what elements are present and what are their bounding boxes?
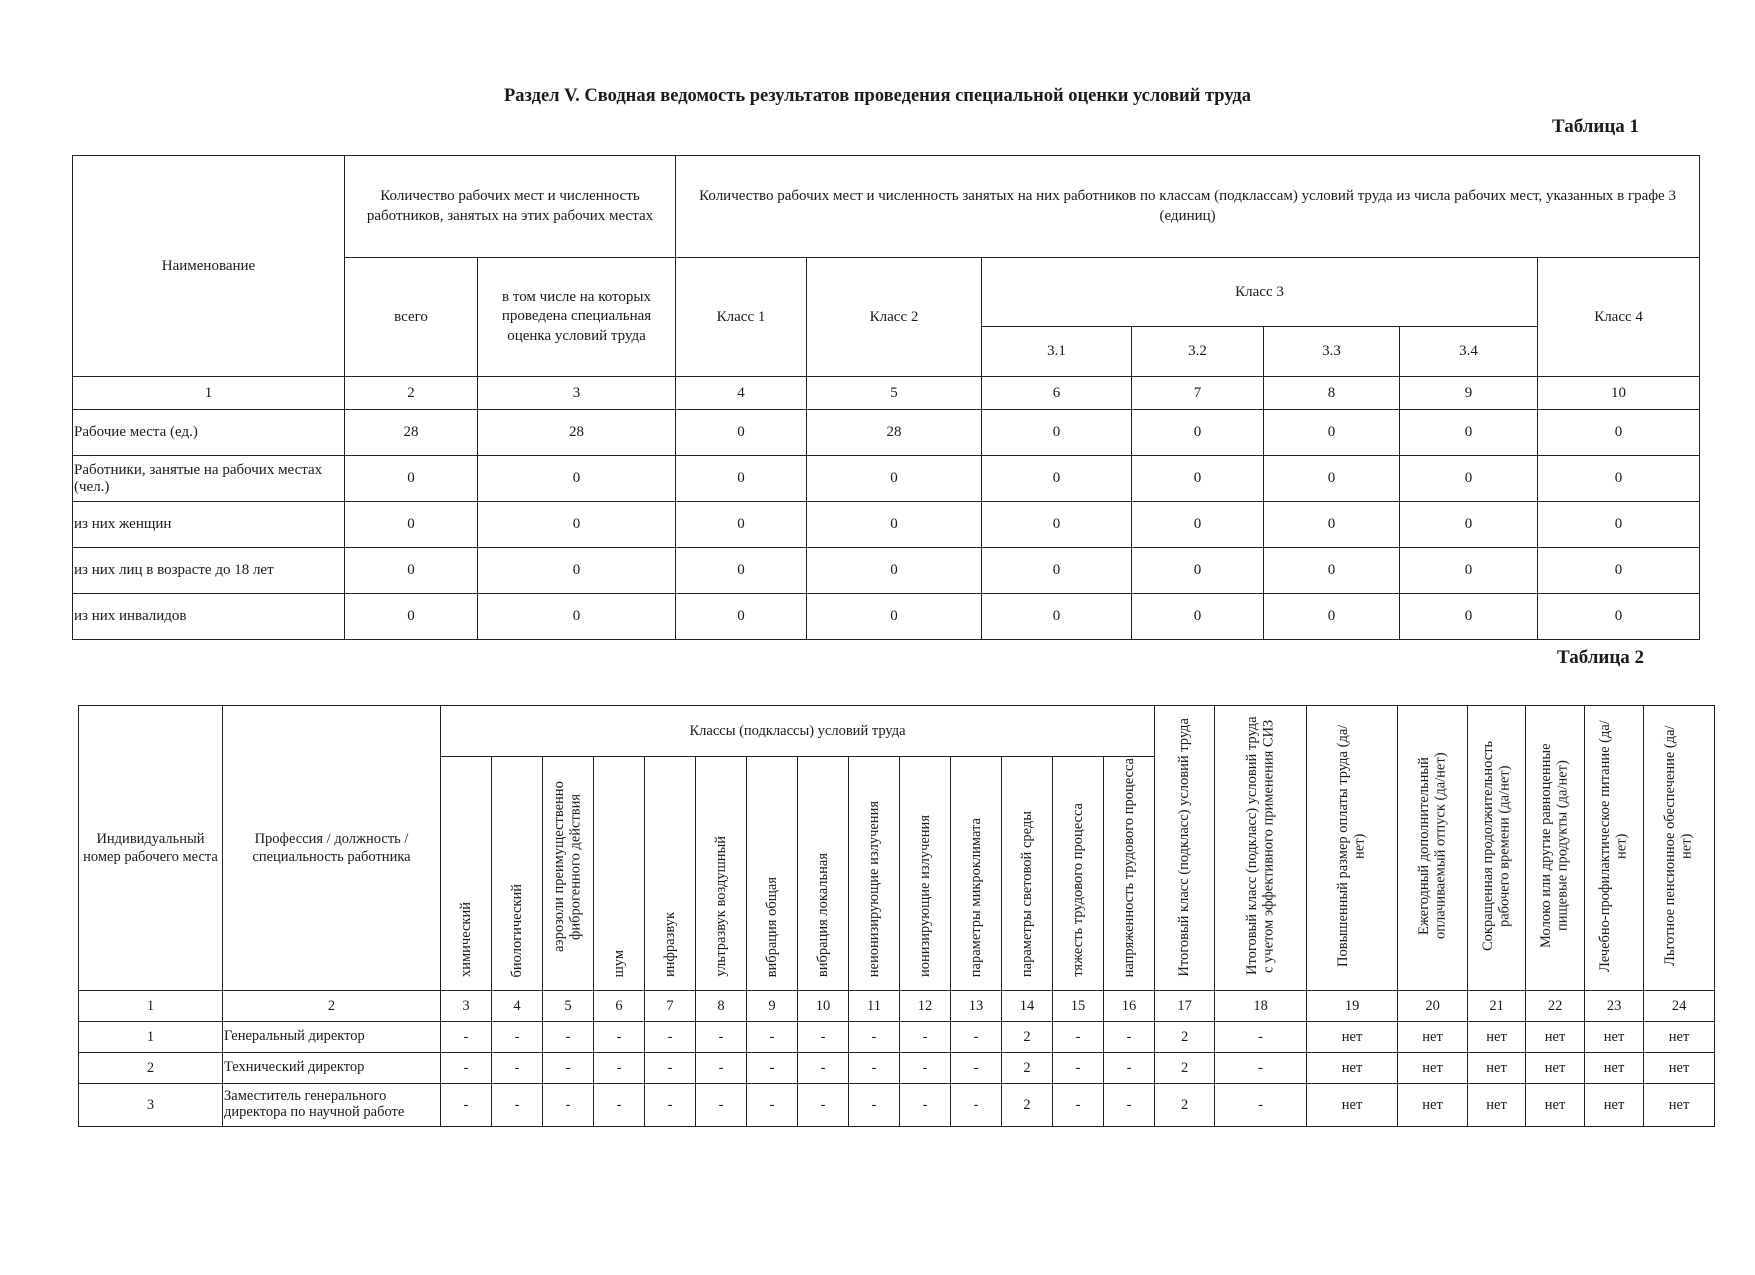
- table-cell: 2: [1002, 1022, 1053, 1053]
- table-cell: 0: [1538, 502, 1700, 548]
- column-number: 24: [1644, 991, 1715, 1022]
- table-cell: -: [951, 1022, 1002, 1053]
- all-header: всего: [345, 258, 478, 377]
- table-cell: 0: [807, 456, 982, 502]
- row-label: из них лиц в возрасте до 18 лет: [73, 548, 345, 594]
- factor-label: химический: [457, 901, 474, 977]
- factor-col-header: [951, 757, 1002, 991]
- table-cell: -: [1215, 1084, 1307, 1127]
- column-number: 19: [1307, 991, 1398, 1022]
- table-cell: 0: [345, 456, 478, 502]
- column-number: 16: [1104, 991, 1155, 1022]
- table-cell: -: [900, 1084, 951, 1127]
- table-cell: 0: [676, 410, 807, 456]
- column-number: 1: [73, 377, 345, 410]
- assessed-header: в том числе на которых проведена специальная оценка условий труда: [478, 258, 676, 377]
- extra-col-header: [1468, 706, 1526, 991]
- column-number: 5: [543, 991, 594, 1022]
- column-number: 14: [1002, 991, 1053, 1022]
- extra-col-label: Льготное пенсионное обеспечение (да/нет): [1662, 725, 1696, 967]
- group2-header: Количество рабочих мест и численность занятых на них работников по классам (подклассам) условий труда из числа рабочих мест, указанных в графе 3 (единиц): [676, 156, 1700, 258]
- table-cell: 0: [1264, 548, 1400, 594]
- factor-col-header: [1002, 757, 1053, 991]
- table-cell: 2: [1002, 1053, 1053, 1084]
- table-cell: 0: [1264, 594, 1400, 640]
- table-cell: нет: [1398, 1053, 1468, 1084]
- table-cell: 0: [982, 502, 1132, 548]
- table-cell: нет: [1307, 1022, 1398, 1053]
- column-number: 4: [492, 991, 543, 1022]
- table-cell: 0: [1400, 410, 1538, 456]
- table-cell: -: [747, 1084, 798, 1127]
- table-cell: нет: [1307, 1084, 1398, 1127]
- table-cell: 28: [478, 410, 676, 456]
- table-cell: -: [441, 1022, 492, 1053]
- column-number: 22: [1526, 991, 1585, 1022]
- table-cell: -: [1215, 1022, 1307, 1053]
- extra-col-header: [1585, 706, 1644, 991]
- table-cell: 0: [982, 548, 1132, 594]
- column-number: 17: [1155, 991, 1215, 1022]
- table-cell: 0: [478, 594, 676, 640]
- extra-col-label: Повышенный размер оплаты труда (да/нет): [1335, 724, 1369, 968]
- factor-col-header: [543, 757, 594, 991]
- subclass-header: 3.4: [1400, 327, 1538, 377]
- profession-name: Генеральный директор: [223, 1022, 441, 1053]
- table-cell: нет: [1526, 1084, 1585, 1127]
- factor-label: вибрация локальная: [814, 852, 831, 977]
- col-prof-header: Профессия / должность / специальность работника: [223, 706, 441, 991]
- table-cell: -: [543, 1053, 594, 1084]
- column-number: 7: [645, 991, 696, 1022]
- table-cell: -: [543, 1022, 594, 1053]
- table-cell: 0: [807, 594, 982, 640]
- table-cell: -: [1104, 1084, 1155, 1127]
- factor-label: неионизирующие излучения: [865, 800, 882, 977]
- column-number: 3: [441, 991, 492, 1022]
- table-cell: -: [951, 1084, 1002, 1127]
- column-number: 3: [478, 377, 676, 410]
- table-cell: 0: [478, 502, 676, 548]
- extra-col-label: Итоговый класс (подкласс) условий труда с учетом эффективного применения СИЗ: [1243, 716, 1277, 976]
- extra-col-label: Лечебно-профилактическое питание (да/нет): [1597, 720, 1631, 972]
- factor-label: параметры световой среды: [1018, 810, 1035, 977]
- table-cell: 2: [1155, 1084, 1215, 1127]
- table-cell: 0: [345, 502, 478, 548]
- table-cell: -: [441, 1053, 492, 1084]
- table-cell: -: [696, 1084, 747, 1127]
- table-cell: 2: [1002, 1084, 1053, 1127]
- column-number: 20: [1398, 991, 1468, 1022]
- table-cell: 0: [1132, 548, 1264, 594]
- table-cell: нет: [1526, 1053, 1585, 1084]
- table-cell: -: [492, 1084, 543, 1127]
- table-cell: -: [798, 1022, 849, 1053]
- profession-name: Технический директор: [223, 1053, 441, 1084]
- workplace-number: 3: [79, 1084, 223, 1127]
- table-cell: 0: [1400, 548, 1538, 594]
- extra-col-header: [1215, 706, 1307, 991]
- table-cell: 0: [1400, 594, 1538, 640]
- table-cell: -: [696, 1053, 747, 1084]
- column-number: 7: [1132, 377, 1264, 410]
- summary-table-1: [72, 155, 1700, 640]
- factor-col-header: [798, 757, 849, 991]
- table-cell: -: [1104, 1022, 1155, 1053]
- column-number: 15: [1053, 991, 1104, 1022]
- factor-label: инфразвук: [661, 912, 678, 977]
- table-row: [73, 456, 1700, 502]
- table-cell: 0: [1264, 502, 1400, 548]
- table-cell: нет: [1468, 1053, 1526, 1084]
- table-cell: -: [951, 1053, 1002, 1084]
- table-cell: 0: [676, 502, 807, 548]
- table-cell: -: [747, 1022, 798, 1053]
- table-cell: 0: [676, 548, 807, 594]
- table-row: [73, 594, 1700, 640]
- column-number: 11: [849, 991, 900, 1022]
- table-cell: -: [594, 1022, 645, 1053]
- subclass-header: 3.1: [982, 327, 1132, 377]
- table-cell: -: [645, 1084, 696, 1127]
- table-cell: -: [594, 1084, 645, 1127]
- table-cell: 0: [807, 502, 982, 548]
- table-cell: нет: [1644, 1053, 1715, 1084]
- table-cell: 0: [478, 548, 676, 594]
- table-cell: 0: [1400, 456, 1538, 502]
- col-name-header: Наименование: [73, 156, 345, 377]
- table-cell: 2: [1155, 1022, 1215, 1053]
- table-row: [79, 1022, 1715, 1053]
- extra-col-header: [1155, 706, 1215, 991]
- extra-col-header: [1398, 706, 1468, 991]
- table-cell: 0: [1264, 456, 1400, 502]
- column-number: 23: [1585, 991, 1644, 1022]
- table-cell: 0: [478, 456, 676, 502]
- factor-col-header: [492, 757, 543, 991]
- table-cell: -: [900, 1022, 951, 1053]
- table-row: [73, 548, 1700, 594]
- table-cell: нет: [1398, 1022, 1468, 1053]
- table-cell: 0: [676, 456, 807, 502]
- row-label: из них инвалидов: [73, 594, 345, 640]
- table-cell: 0: [1132, 410, 1264, 456]
- column-number: 5: [807, 377, 982, 410]
- table-cell: 0: [345, 548, 478, 594]
- table-cell: -: [849, 1022, 900, 1053]
- column-number: 13: [951, 991, 1002, 1022]
- table-cell: 0: [1132, 594, 1264, 640]
- table-cell: 0: [807, 548, 982, 594]
- table-cell: -: [441, 1084, 492, 1127]
- factor-col-header: [849, 757, 900, 991]
- classes-header: Классы (подклассы) условий труда: [441, 706, 1155, 757]
- table-cell: 0: [982, 410, 1132, 456]
- column-number: 18: [1215, 991, 1307, 1022]
- factor-col-header: [645, 757, 696, 991]
- factor-col-header: [594, 757, 645, 991]
- table-row: [79, 1053, 1715, 1084]
- extra-col-header: [1307, 706, 1398, 991]
- workplace-number: 2: [79, 1053, 223, 1084]
- subclass-header: 3.3: [1264, 327, 1400, 377]
- column-numbers-row: [79, 991, 1715, 1022]
- table-cell: -: [798, 1084, 849, 1127]
- table-cell: -: [696, 1022, 747, 1053]
- table-cell: -: [1215, 1053, 1307, 1084]
- column-number: 8: [1264, 377, 1400, 410]
- table2-label: Таблица 2: [1557, 647, 1645, 668]
- table-cell: -: [492, 1053, 543, 1084]
- class2-header: Класс 2: [807, 258, 982, 377]
- table-cell: 0: [676, 594, 807, 640]
- table-cell: нет: [1585, 1022, 1644, 1053]
- group1-header: Количество рабочих мест и численность работников, занятых на этих рабочих местах: [345, 156, 676, 258]
- profession-name: Заместитель генерального директора по научной работе: [223, 1084, 441, 1127]
- table-row: [79, 1084, 1715, 1127]
- factor-label: ионизирующие излучения: [916, 814, 933, 977]
- table-cell: -: [645, 1022, 696, 1053]
- table-cell: -: [543, 1084, 594, 1127]
- summary-table-2: [78, 705, 1715, 1127]
- extra-col-header: [1526, 706, 1585, 991]
- column-number: 4: [676, 377, 807, 410]
- column-numbers-row: [73, 377, 1700, 410]
- factor-col-header: [1104, 757, 1155, 991]
- column-number: 8: [696, 991, 747, 1022]
- page-title: Раздел V. Сводная ведомость результатов проведения специальной оценки условий труда: [503, 86, 1252, 106]
- class4-header: Класс 4: [1538, 258, 1700, 377]
- row-label: из них женщин: [73, 502, 345, 548]
- table-cell: 0: [1538, 548, 1700, 594]
- column-number: 6: [982, 377, 1132, 410]
- table-cell: -: [849, 1053, 900, 1084]
- table-cell: нет: [1398, 1084, 1468, 1127]
- row-label: Рабочие места (ед.): [73, 410, 345, 456]
- table-cell: нет: [1468, 1084, 1526, 1127]
- factor-col-header: [1053, 757, 1104, 991]
- workplace-number: 1: [79, 1022, 223, 1053]
- table-row: [73, 502, 1700, 548]
- table-cell: 28: [807, 410, 982, 456]
- table-cell: нет: [1585, 1084, 1644, 1127]
- column-number: 10: [798, 991, 849, 1022]
- table-cell: нет: [1644, 1084, 1715, 1127]
- table-cell: нет: [1307, 1053, 1398, 1084]
- column-number: 2: [345, 377, 478, 410]
- table-cell: 0: [1264, 410, 1400, 456]
- table-cell: 0: [1400, 502, 1538, 548]
- factor-label: ультразвук воздушный: [712, 836, 729, 977]
- column-number: 12: [900, 991, 951, 1022]
- factor-label: вибрация общая: [763, 876, 780, 977]
- factor-label: параметры микроклимата: [967, 817, 984, 977]
- table-cell: -: [1053, 1084, 1104, 1127]
- factor-label: биологический: [508, 883, 525, 977]
- extra-col-label: Молоко или другие равноценные пищевые продукты (да/нет): [1538, 743, 1572, 949]
- factor-label: напряженность трудового процесса: [1120, 757, 1137, 977]
- table-cell: -: [645, 1053, 696, 1084]
- table-cell: нет: [1644, 1022, 1715, 1053]
- table-cell: нет: [1585, 1053, 1644, 1084]
- table-cell: -: [1053, 1022, 1104, 1053]
- table-cell: 0: [1538, 594, 1700, 640]
- table-cell: 0: [1538, 410, 1700, 456]
- column-number: 9: [1400, 377, 1538, 410]
- factor-label: аэрозоли преимущественно фиброгенного действия: [551, 781, 584, 953]
- extra-col-label: Сокращенная продолжительность рабочего времени (да/нет): [1479, 740, 1513, 952]
- factor-col-header: [747, 757, 798, 991]
- column-number: 2: [223, 991, 441, 1022]
- table-cell: -: [492, 1022, 543, 1053]
- table-cell: -: [1053, 1053, 1104, 1084]
- column-number: 21: [1468, 991, 1526, 1022]
- table-cell: 0: [982, 594, 1132, 640]
- table-cell: 0: [345, 594, 478, 640]
- table-cell: 0: [1538, 456, 1700, 502]
- class3-header: Класс 3: [982, 258, 1538, 327]
- table1-label: Таблица 1: [1552, 116, 1640, 137]
- table-cell: нет: [1468, 1022, 1526, 1053]
- factor-col-header: [900, 757, 951, 991]
- class1-header: Класс 1: [676, 258, 807, 377]
- extra-col-label: Ежегодный дополнительный оплачиваемый отпуск (да/нет): [1415, 752, 1449, 940]
- col-id-header: Индивидуальный номер рабочего места: [79, 706, 223, 991]
- factor-col-header: [441, 757, 492, 991]
- table-cell: -: [747, 1053, 798, 1084]
- table-cell: -: [1104, 1053, 1155, 1084]
- column-number: 9: [747, 991, 798, 1022]
- table-cell: -: [798, 1053, 849, 1084]
- column-number: 1: [79, 991, 223, 1022]
- table-cell: -: [594, 1053, 645, 1084]
- column-number: 6: [594, 991, 645, 1022]
- table-cell: -: [900, 1053, 951, 1084]
- table-cell: 0: [1132, 456, 1264, 502]
- factor-label: тяжесть трудового процесса: [1069, 803, 1086, 977]
- table-row: [73, 410, 1700, 456]
- factor-col-header: [696, 757, 747, 991]
- extra-col-header: [1644, 706, 1715, 991]
- extra-col-label: Итоговый класс (подкласс) условий труда: [1176, 718, 1193, 977]
- column-number: 10: [1538, 377, 1700, 410]
- table-cell: нет: [1526, 1022, 1585, 1053]
- table-cell: 2: [1155, 1053, 1215, 1084]
- table-cell: 0: [1132, 502, 1264, 548]
- table-cell: 28: [345, 410, 478, 456]
- table-cell: 0: [982, 456, 1132, 502]
- table-cell: -: [849, 1084, 900, 1127]
- subclass-header: 3.2: [1132, 327, 1264, 377]
- factor-label: шум: [610, 949, 627, 977]
- row-label: Работники, занятые на рабочих местах (чел.): [73, 456, 345, 502]
